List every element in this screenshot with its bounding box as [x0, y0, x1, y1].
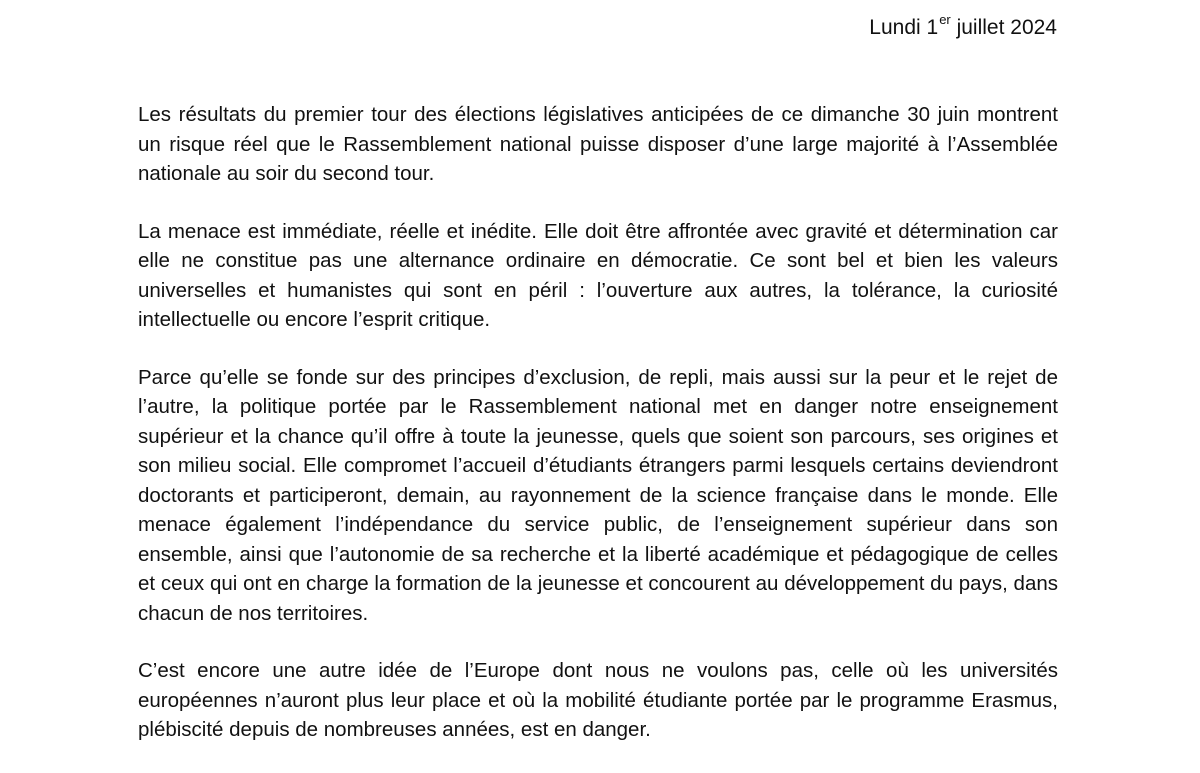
paragraph-higher-education: Parce qu’elle se fonde sur des principes d’exclusion, de repli, mais aussi sur la peur et le rejet de l’autre, la politique portée par le Rassemblement national met en danger notre enseignement supérieur et la chance qu’il offre à toute la jeunesse, quels que soient son parcours, ses origines et son milieu social. Elle compromet l’accueil d’étudiants étrangers parmi lesquels certains deviendront doctorants et participeront, demain, au rayonnement de la science française dans le monde. Elle menace également l’indépendance du service public, de l’enseignement supérieur dans son ensemble, ainsi que l’autonomie de sa recherche et la liberté académique et pédagogique de celles et ceux qui ont en charge la formation de la jeunesse et concourent au développement du pays, dans chacun de nos territoires. [138, 365, 1058, 625]
document-date [869, 14, 1057, 42]
paragraph-europe: C’est encore une autre idée de l’Europe dont nous ne voulons pas, celle où les universités européennes n’auront plus leur place et où la mobilité étudiante portée par le programme Erasmus, plébiscité depuis de nombreuses années, est en danger. [138, 659, 1058, 741]
date-month-year: juillet 2024 [950, 16, 1057, 39]
document-body [138, 100, 1058, 773]
paragraph-threat: La menace est immédiate, réelle et inédite. Elle doit être affrontée avec gravité et détermination car elle ne constitue pas une alternance ordinaire en démocratie. Ce sont bel et bien les valeurs universelles et humanistes qui sont en péril : l’ouverture aux autres, la tolérance, la curiosité intellectuelle ou encore l’esprit critique. [138, 219, 1058, 331]
date-day: Lundi 1 [869, 16, 939, 39]
paragraph-election-results: Les résultats du premier tour des élections législatives anticipées de ce dimanche 30 juin montrent un risque réel que le Rassemblement national puisse disposer d’une large majorité à l’Assemblée nationale au soir du second tour. [138, 103, 1058, 185]
date-ordinal-suffix: er [939, 12, 951, 27]
